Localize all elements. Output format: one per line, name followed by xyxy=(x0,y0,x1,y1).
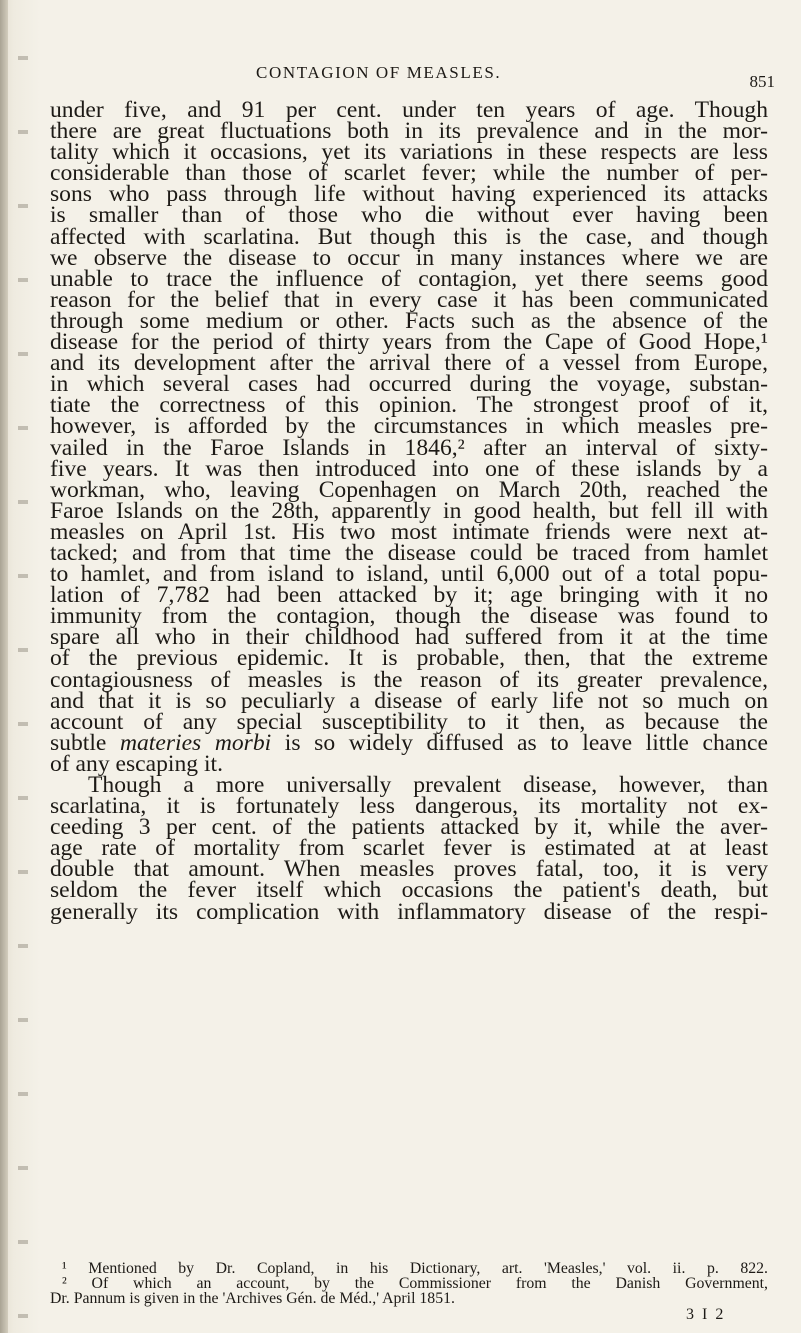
text-line: affected with scarlatina. But though this is the case, and though xyxy=(50,223,768,250)
text-line: immunity from the contagion, though the disease was found to xyxy=(50,603,768,630)
text-line: tality which it occasions, yet its variations in these respects are less xyxy=(50,139,768,166)
text-line: considerable than those of scarlet fever; while the number of per- xyxy=(50,160,768,187)
text-line: is smaller than of those who die without ever having been xyxy=(50,202,768,229)
footnote-1: ¹ Mentioned by Dr. Copland, in his Dictionary, art. 'Measles,' vol. ii. p. 822. xyxy=(62,1260,768,1277)
text-line: contagiousness of measles is the reason of its greater prevalence, xyxy=(50,666,768,693)
paragraph-1 xyxy=(50,97,768,777)
text-line: measles on April 1st. His two most intimate friends were next at- xyxy=(50,518,768,545)
text-line: spare all who in their childhood had suffered from it at the time xyxy=(50,624,768,651)
text-line: through some medium or other. Facts such as the absence of the xyxy=(50,307,768,334)
body-text xyxy=(50,97,768,925)
text-line: five years. It was then introduced into one of these islands by a xyxy=(50,455,768,482)
binding-edge xyxy=(0,0,8,1333)
page-number: 851 xyxy=(749,72,775,91)
text-line: seldom the fever itself which occasions the patient's death, but xyxy=(50,877,768,904)
text-line: Though a more universally prevalent disease, however, than xyxy=(88,772,768,798)
text-line: vailed in the Faroe Islands in 1846,² after an interval of sixty- xyxy=(50,434,768,461)
text-line: under five, and 91 per cent. under ten years of age. Though xyxy=(50,97,768,123)
text-line: age rate of mortality from scarlet fever is estimated at at least xyxy=(50,835,768,862)
text-line: of the previous epidemic. It is probable, then, that the extreme xyxy=(50,645,768,672)
text-line: generally its complication with inflammatory disease of the respi- xyxy=(50,898,768,925)
margin-marks xyxy=(18,0,28,1333)
text-line: however, is afforded by the circumstances in which measles pre- xyxy=(50,413,768,440)
text-line: reason for the belief that in every case it has been communicated xyxy=(50,286,768,313)
text-line: sons who pass through life without having experienced its attacks xyxy=(50,181,768,208)
text-line: in which several cases had occurred during the voyage, substan- xyxy=(50,371,768,398)
text-line: and its development after the arrival there of a vessel from Europe, xyxy=(50,350,768,377)
running-head xyxy=(0,63,801,93)
text-line: unable to trace the influence of contagion, yet there seems good xyxy=(50,265,768,292)
text-line: Faroe Islands on the 28th, apparently in good health, but fell ill with xyxy=(50,497,768,524)
text-line: there are great fluctuations both in its prevalence and in the mor- xyxy=(50,118,768,145)
text-line: and that it is so peculiarly a disease of early life not so much on xyxy=(50,687,768,714)
printer-signature: 3 I 2 xyxy=(686,1306,726,1323)
text-line: tiate the correctness of this opinion. The strongest proof of it, xyxy=(50,392,768,419)
text-line: subtle materies morbi is so widely diffused as to leave little chance xyxy=(50,729,768,756)
text-line: workman, who, leaving Copenhagen on March 20th, reached the xyxy=(50,476,768,503)
text-line: account of any special susceptibility to it then, as because the xyxy=(50,708,768,735)
text-line: scarlatina, it is fortunately less dangerous, its mortality not ex- xyxy=(50,793,768,820)
text-line: we observe the disease to occur in many instances where we are xyxy=(50,244,768,271)
paragraph-2 xyxy=(50,772,768,925)
footnote-2: ² Of which an account, by the Commissioner from the Danish Government, xyxy=(62,1275,768,1292)
footnote-2-continued: Dr. Pannum is given in the 'Archives Gén. de Méd.,' April 1851. xyxy=(50,1290,455,1307)
running-title: CONTAGION OF MEASLES. xyxy=(256,63,502,82)
text-line: of any escaping it. xyxy=(50,750,223,777)
text-line: double that amount. When measles proves fatal, too, it is very xyxy=(50,856,768,883)
text-line: disease for the period of thirty years from the Cape of Good Hope,¹ xyxy=(50,329,768,356)
footnotes xyxy=(50,1261,768,1306)
text-line: tacked; and from that time the disease could be traced from hamlet xyxy=(50,539,768,566)
text-line: ceeding 3 per cent. of the patients attacked by it, while the aver- xyxy=(50,814,768,841)
text-line: to hamlet, and from island to island, until 6,000 out of a total popu- xyxy=(50,561,768,588)
text-line: lation of 7,782 had been attacked by it; age bringing with it no xyxy=(50,582,768,609)
